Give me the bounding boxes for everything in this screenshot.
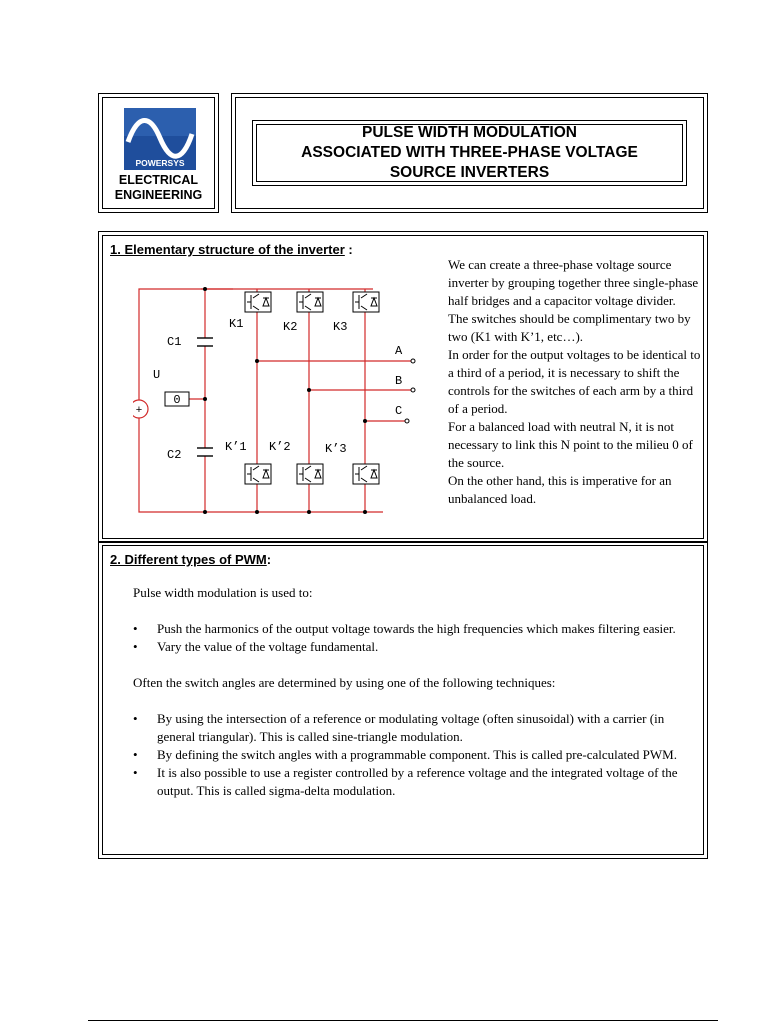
- section-1: [98, 231, 708, 543]
- label-u: U: [153, 368, 161, 382]
- section-1-paragraph: We can create a three-phase voltage source inverter by grouping together three single-phase half bridges and a capacitor voltage divider.: [448, 257, 699, 308]
- switch-kp3-icon: [353, 464, 379, 484]
- purpose-list: [133, 620, 698, 656]
- label-k2: K2: [283, 320, 298, 334]
- label-kp1: K’1: [225, 440, 247, 454]
- logo-box: [98, 93, 219, 213]
- label-k3: K3: [333, 320, 348, 334]
- list-item: • By defining the switch angles with a programmable component. This is called pre-calculated PWM.: [133, 746, 698, 764]
- section-1-paragraph: For a balanced load with neutral N, it is not necessary to link this N point to the milieu 0 of the source.: [448, 419, 693, 470]
- section-1-text: [448, 256, 702, 508]
- label-a: A: [395, 344, 403, 358]
- list-item: • Push the harmonics of the output voltage towards the high frequencies which makes filtering easier.: [133, 620, 698, 638]
- title-frame: [252, 120, 687, 186]
- plus-sign: +: [135, 404, 143, 416]
- section-1-heading-suffix: :: [344, 242, 353, 257]
- list-item: • Vary the value of the voltage fundamental.: [133, 638, 698, 656]
- switch-kp1-icon: [245, 464, 271, 484]
- label-k1: K1: [229, 317, 244, 331]
- switch-k2-icon: [297, 292, 323, 312]
- switch-k1-icon: [245, 292, 271, 312]
- logo-line-1: ELECTRICAL: [118, 173, 199, 187]
- section-1-paragraph: On the other hand, this is imperative for an unbalanced load.: [448, 473, 672, 506]
- label-c: C: [395, 404, 403, 418]
- section-1-paragraph: In order for the output voltages to be identical to a third of a period, it is necessary to shift the controls for the switches of each arm by a third of a period.: [448, 347, 701, 416]
- label-b: B: [395, 374, 403, 388]
- title-line-3: SOURCE INVERTERS: [389, 164, 550, 181]
- label-kp2: K’2: [269, 440, 291, 454]
- list-item: • By using the intersection of a reference or modulating voltage (often sinusoidal) with a carrier (in general triangular). This is called sine-triangle modulation.: [133, 710, 698, 746]
- switch-k3-icon: [353, 292, 379, 312]
- section-2-heading-suffix: :: [266, 552, 272, 567]
- section-2-heading: [110, 552, 271, 567]
- section-1-inner-frame: [102, 235, 704, 539]
- logo-line-2: ENGINEERING: [114, 188, 203, 202]
- section-2-inner-frame: [102, 545, 704, 855]
- capacitor-c2: [197, 448, 213, 456]
- section-1-heading: [110, 242, 353, 257]
- title-line-1: PULSE WIDTH MODULATION: [362, 124, 577, 141]
- label-zero: 0: [173, 393, 181, 407]
- section-2-intro: Pulse width modulation is used to:: [133, 585, 313, 600]
- section-2: [98, 541, 708, 859]
- label-c1: C1: [167, 335, 182, 349]
- logo-brand-text: POWERSYS: [135, 158, 185, 168]
- label-kp3: K’3: [325, 442, 347, 456]
- list-item: • It is also possible to use a register controlled by a reference voltage and the integrated voltage of the output. This is called sigma-delta modulation.: [133, 764, 698, 800]
- section-2-body: [133, 584, 698, 800]
- section-2-heading-text: 2. Different types of PWM: [110, 552, 267, 567]
- powersys-logo: [124, 108, 196, 170]
- title-line-2: ASSOCIATED WITH THREE-PHASE VOLTAGE: [301, 144, 638, 161]
- title-box: [231, 93, 708, 213]
- capacitor-leg-wire: [189, 289, 205, 512]
- capacitor-c1: [197, 338, 213, 346]
- section-1-heading-text: 1. Elementary structure of the inverter: [110, 242, 345, 257]
- technique-list: [133, 710, 698, 800]
- inverter-circuit-diagram: [133, 278, 433, 518]
- section-1-paragraph: The switches should be complimentary two by two (K1 with K’1, etc…).: [448, 311, 691, 344]
- section-2-middle: Often the switch angles are determined by using one of the following techniques:: [133, 675, 556, 690]
- logo-box-inner-frame: [102, 97, 215, 209]
- footer-rule: [88, 1020, 718, 1021]
- title-box-inner-frame: [235, 97, 704, 209]
- switch-kp2-icon: [297, 464, 323, 484]
- title-text-block: [256, 124, 683, 182]
- label-c2: C2: [167, 448, 182, 462]
